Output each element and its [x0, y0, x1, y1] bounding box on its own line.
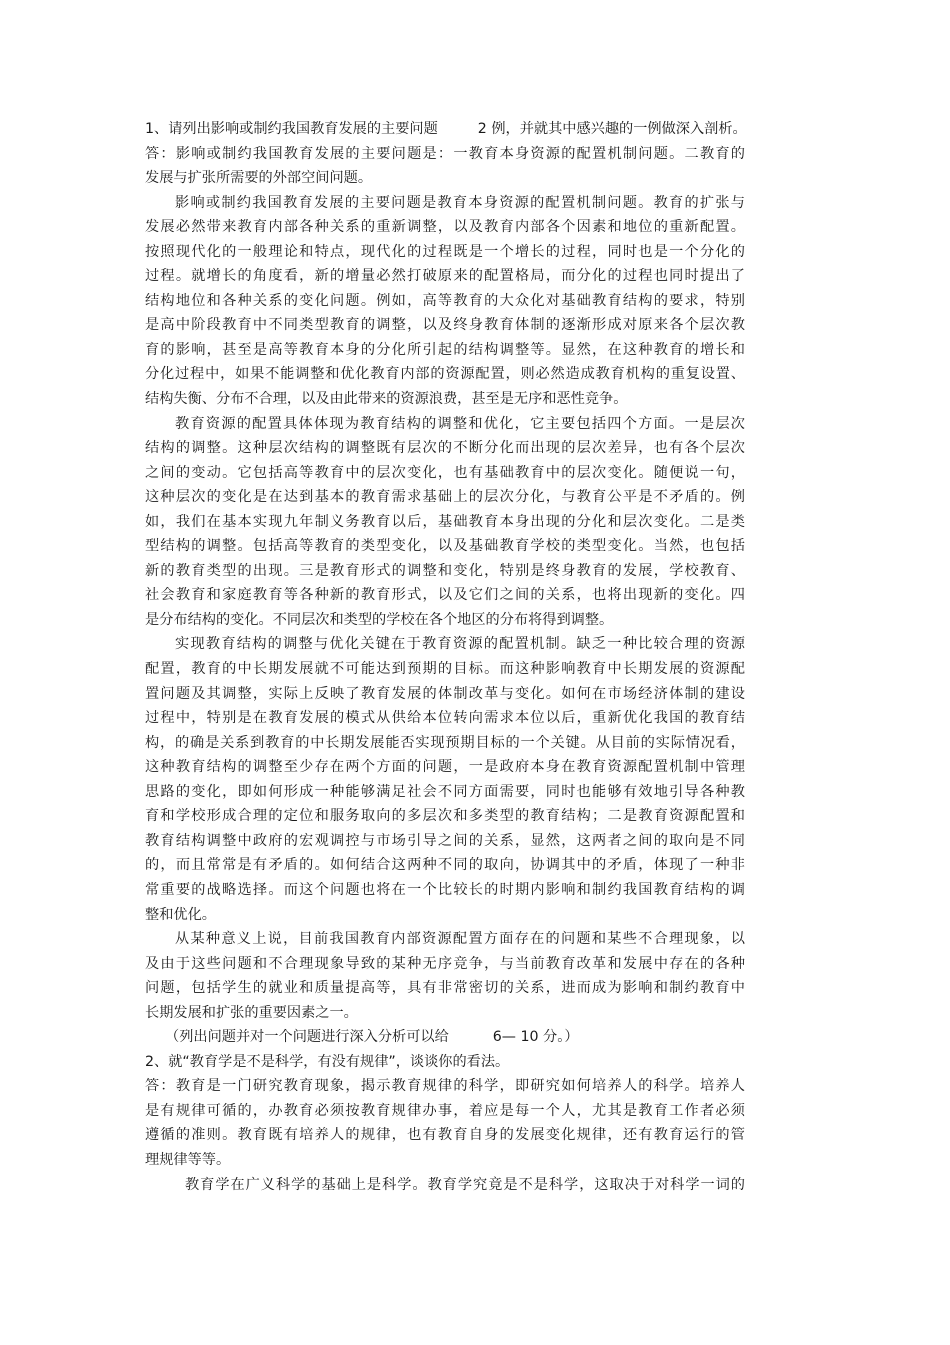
- text-line: 结构地位和各种关系的变化问题。例如，高等教育的大众化对基础教育结构的要求，特别: [145, 292, 745, 309]
- text-line: 答：影响或制约我国教育发展的主要问题是：一教育本身资源的配置机制问题。二教育的: [145, 145, 745, 162]
- text-line: 整和优化。: [145, 906, 216, 923]
- paragraph-start: 从某种意义上说，目前我国教育内部资源配置方面存在的问题和某些不合理现象，以: [175, 931, 745, 948]
- text-line: 这种层次的变化是在达到基本的教育需求基础上的层次分化，与教育公平是不矛盾的。例: [145, 489, 745, 506]
- paragraph-start: 实现教育结构的调整与优化关键在于教育资源的配置机制。缺乏一种比较合理的资源: [175, 636, 745, 653]
- text-line: 置问题及其调整，实际上反映了教育发展的体制改革与变化。如何在市场经济体制的建设: [145, 685, 745, 702]
- text-line: 是高中阶段教育中不同类型教育的调整，以及终身教育体制的逐渐形成对原来各个层次教: [145, 317, 745, 334]
- text-line: 按照现代化的一般理论和特点，现代化的过程既是一个增长的过程，同时也是一个分化的: [145, 243, 745, 260]
- text-line: 是有规律可循的，办教育必须按教育规律办事，着应是每一个人，尤其是教育工作者必须: [145, 1102, 745, 1119]
- text-line: 配置，教育的中长期发展就不可能达到预期的目标。而这种影响教育中长期发展的资源配: [145, 661, 745, 678]
- text-line: 新的教育类型的出现。三是教育形式的调整和变化，特别是终身教育的发展，学校教育、: [145, 562, 745, 579]
- text-line: 社会教育和家庭教育等各种新的教育形式，以及它们之间的关系，也将出现新的变化。四: [145, 587, 745, 604]
- text-line: 发展与扩张所需要的外部空间问题。: [145, 170, 373, 187]
- scoring-note: （列出问题并对一个问题进行深入分析可以给 6— 10 分。）: [165, 1029, 579, 1046]
- text-line: 发展必然带来教育内部各种关系的重新调整，以及教育内部各个因素和地位的重新配置。: [145, 219, 745, 236]
- text-line: 答：教育是一门研究教育现象，揭示教育规律的科学，即研究如何培养人的科学。培养人: [145, 1078, 745, 1095]
- text-line: 问题，包括学生的就业和质量提高等，具有非常密切的关系，进而成为影响和制约教育中: [145, 980, 745, 997]
- text-line: 育和学校形成合理的定位和服务取向的多层次和多类型的教育结构；二是教育资源配置和: [145, 808, 745, 825]
- document-body: [145, 117, 745, 1197]
- paragraph-start: 教育学在广义科学的基础上是科学。教育学究竟是不是科学，这取决于对科学一词的: [185, 1176, 745, 1193]
- text-line: 之间的变动。它包括高等教育中的层次变化，也有基础教育中的层次变化。随便说一句，: [145, 464, 745, 481]
- text-line: 结构的调整。这种层次结构的调整既有层次的不断分化而出现的层次差异，也有各个层次: [145, 440, 745, 457]
- text-line: 长期发展和扩张的重要因素之一。: [145, 1004, 358, 1021]
- text-line: 过程中，特别是在教育发展的模式从供给本位转向需求本位以后，重新优化我国的教育结: [145, 710, 745, 727]
- question-2-title: 2、就“教育学是不是科学，有没有规律”，谈谈你的看法。: [145, 1053, 510, 1070]
- text-line: 型结构的调整。包括高等教育的类型变化，以及基础教育学校的类型变化。当然，也包括: [145, 538, 745, 555]
- text-line: 构，的确是关系到教育的中长期发展能否实现预期目标的一个关键。从目前的实际情况看，: [145, 734, 745, 751]
- text-line: 及由于这些问题和不合理现象导致的某种无序竞争，与当前教育改革和发展中存在的各种: [145, 955, 745, 972]
- text-line: 教育结构调整中政府的宏观调控与市场引导之间的关系，显然，这两者之间的取向是不同: [145, 832, 745, 849]
- text-line: 这种教育结构的调整至少存在两个方面的问题，一是政府本身在教育资源配置机制中管理: [145, 759, 745, 776]
- question-1-title: 1、请列出影响或制约我国教育发展的主要问题 2 例，并就其中感兴趣的一例做深入剖析。: [145, 121, 747, 137]
- text-line: 思路的变化，即如何形成一种能够满足社会不同方面需要，同时也能够有效地引导各种教: [145, 783, 745, 800]
- text-line: 分化过程中，如果不能调整和优化教育内部的资源配置，则必然造成教育机构的重复设置、: [145, 366, 745, 383]
- text-line: 过程。就增长的角度看，新的增量必然打破原来的配置格局，而分化的过程也同时提出了: [145, 268, 745, 285]
- text-line: 常重要的战略选择。而这个问题也将在一个比较长的时期内影响和制约我国教育结构的调: [145, 881, 745, 898]
- text-line: 育的影响，甚至是高等教育本身的分化所引起的结构调整等。显然，在这种教育的增长和: [145, 341, 745, 358]
- text-line: 理规律等等。: [145, 1151, 231, 1168]
- text-line: 是分布结构的变化。不同层次和类型的学校在各个地区的分布将得到调整。: [145, 611, 614, 628]
- paragraph-start: 教育资源的配置具体体现为教育结构的调整和优化，它主要包括四个方面。一是层次: [175, 415, 745, 432]
- text-line: 如，我们在基本实现九年制义务教育以后，基础教育本身出现的分化和层次变化。二是类: [145, 513, 745, 530]
- text-line: 结构失衡、分布不合理，以及由此带来的资源浪费，甚至是无序和恶性竞争。: [145, 391, 628, 408]
- text-line: 的，而且常常是有矛盾的。如何结合这两种不同的取向，协调其中的矛盾，体现了一种非: [145, 857, 745, 874]
- paragraph-start: 影响或制约我国教育发展的主要问题是教育本身资源的配置机制问题。教育的扩张与: [175, 194, 745, 211]
- text-line: 遵循的准则。教育既有培养人的规律，也有教育自身的发展变化规律，还有教育运行的管: [145, 1127, 745, 1144]
